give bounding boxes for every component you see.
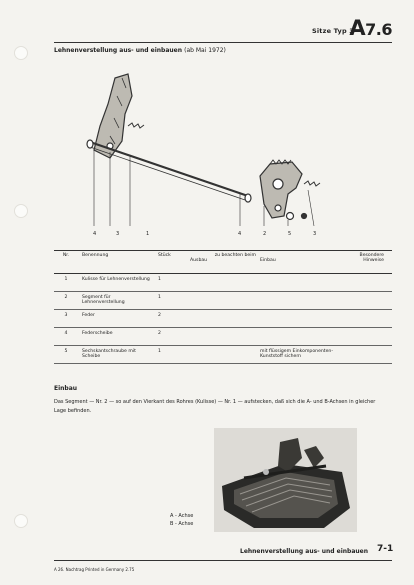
cell-hints — [340, 292, 392, 310]
binder-hole — [14, 204, 28, 218]
callout-label: 3 — [116, 231, 120, 237]
cell-nr: 5 — [54, 346, 78, 364]
table-row — [54, 310, 392, 328]
cell-name: Federscheibe — [78, 328, 156, 346]
table-row — [54, 328, 392, 346]
cell-install — [258, 274, 340, 292]
print-info: A 26. Nachtrag Printed in Germany 2.75 — [54, 567, 135, 572]
col-header-name: Benennung — [78, 251, 156, 274]
section-code — [349, 16, 392, 40]
cell-hints — [340, 274, 392, 292]
binder-hole — [14, 46, 28, 60]
cell-qty: 2 — [156, 310, 188, 328]
col-header-removal-label: Ausbau — [190, 258, 208, 263]
col-header-install-label: Einbau — [260, 258, 276, 263]
page-number: 7-1 — [377, 544, 394, 554]
cell-name: Segment für Lehnenverstellung — [78, 292, 156, 310]
callout-label: 1 — [146, 231, 150, 237]
header-rule — [54, 42, 392, 43]
cell-hints — [340, 310, 392, 328]
callout-label: 4 — [93, 231, 97, 237]
cell-removal — [188, 346, 258, 364]
cell-removal — [188, 292, 258, 310]
page-title-sub: (ab Mai 1972) — [184, 47, 226, 54]
callout-label: 4 — [238, 231, 242, 237]
callout-label: 5 — [288, 231, 292, 237]
install-heading: Einbau — [54, 385, 78, 392]
footer-title: Lehnenverstellung aus- und einbauen — [240, 548, 369, 555]
section-code-letter: A — [349, 16, 366, 40]
section-label: Sitze Typ 3 — [311, 27, 354, 35]
cell-hints — [340, 328, 392, 346]
cell-qty: 2 — [156, 328, 188, 346]
cell-removal — [188, 274, 258, 292]
page-title-main: Lehnenverstellung aus- und einbauen — [54, 47, 183, 54]
binder-hole — [14, 514, 28, 528]
cell-nr: 2 — [54, 292, 78, 310]
cell-install: mit flüssigem Einkomponenten-Kunststoff sichern — [258, 346, 340, 364]
section-code-number: 7.6 — [365, 20, 392, 39]
cell-install — [258, 328, 340, 346]
table-row — [54, 274, 392, 292]
install-instructions: Das Segment — Nr. 2 — so auf den Vierkant des Rohres (Kulisse) — Nr. 1 — aufstecken, daß sich die A- und B-Achsen in gleicher Lage befinden. — [54, 399, 376, 414]
col-header-qty: Stück — [156, 251, 188, 274]
callout-label: 3 — [313, 231, 317, 237]
callout-label: 2 — [263, 231, 267, 237]
cell-name: Feder — [78, 310, 156, 328]
cell-qty: 1 — [156, 346, 188, 364]
photo-legend — [170, 513, 193, 528]
cell-nr: 3 — [54, 310, 78, 328]
col-header-install — [258, 251, 340, 274]
cell-name: Kulisse für Lehnenverstellung — [78, 274, 156, 292]
cell-removal — [188, 328, 258, 346]
seat-frame-photo — [214, 428, 357, 532]
exploded-view-drawing — [70, 66, 340, 246]
cell-qty: 1 — [156, 292, 188, 310]
table-row — [54, 346, 392, 364]
cell-nr: 1 — [54, 274, 78, 292]
legend-b-axis: B - Achse — [170, 520, 194, 527]
cell-removal — [188, 310, 258, 328]
col-header-hints: Besondere Hinweise — [340, 251, 392, 274]
col-header-removal — [188, 251, 258, 274]
cell-nr: 4 — [54, 328, 78, 346]
cell-install — [258, 292, 340, 310]
footer-rule — [54, 560, 392, 561]
table-row — [54, 292, 392, 310]
cell-hints — [340, 346, 392, 364]
cell-install — [258, 310, 340, 328]
legend-a-axis: A - Achse — [170, 513, 194, 519]
parts-table — [54, 250, 392, 364]
col-header-nr: Nr. — [54, 251, 78, 274]
page-title — [54, 47, 226, 54]
col-header-note: zu beachten beim — [214, 253, 256, 258]
table-header-row — [54, 251, 392, 274]
cell-name: Sechskantschraube mit Scheibe — [78, 346, 156, 364]
cell-qty: 1 — [156, 274, 188, 292]
